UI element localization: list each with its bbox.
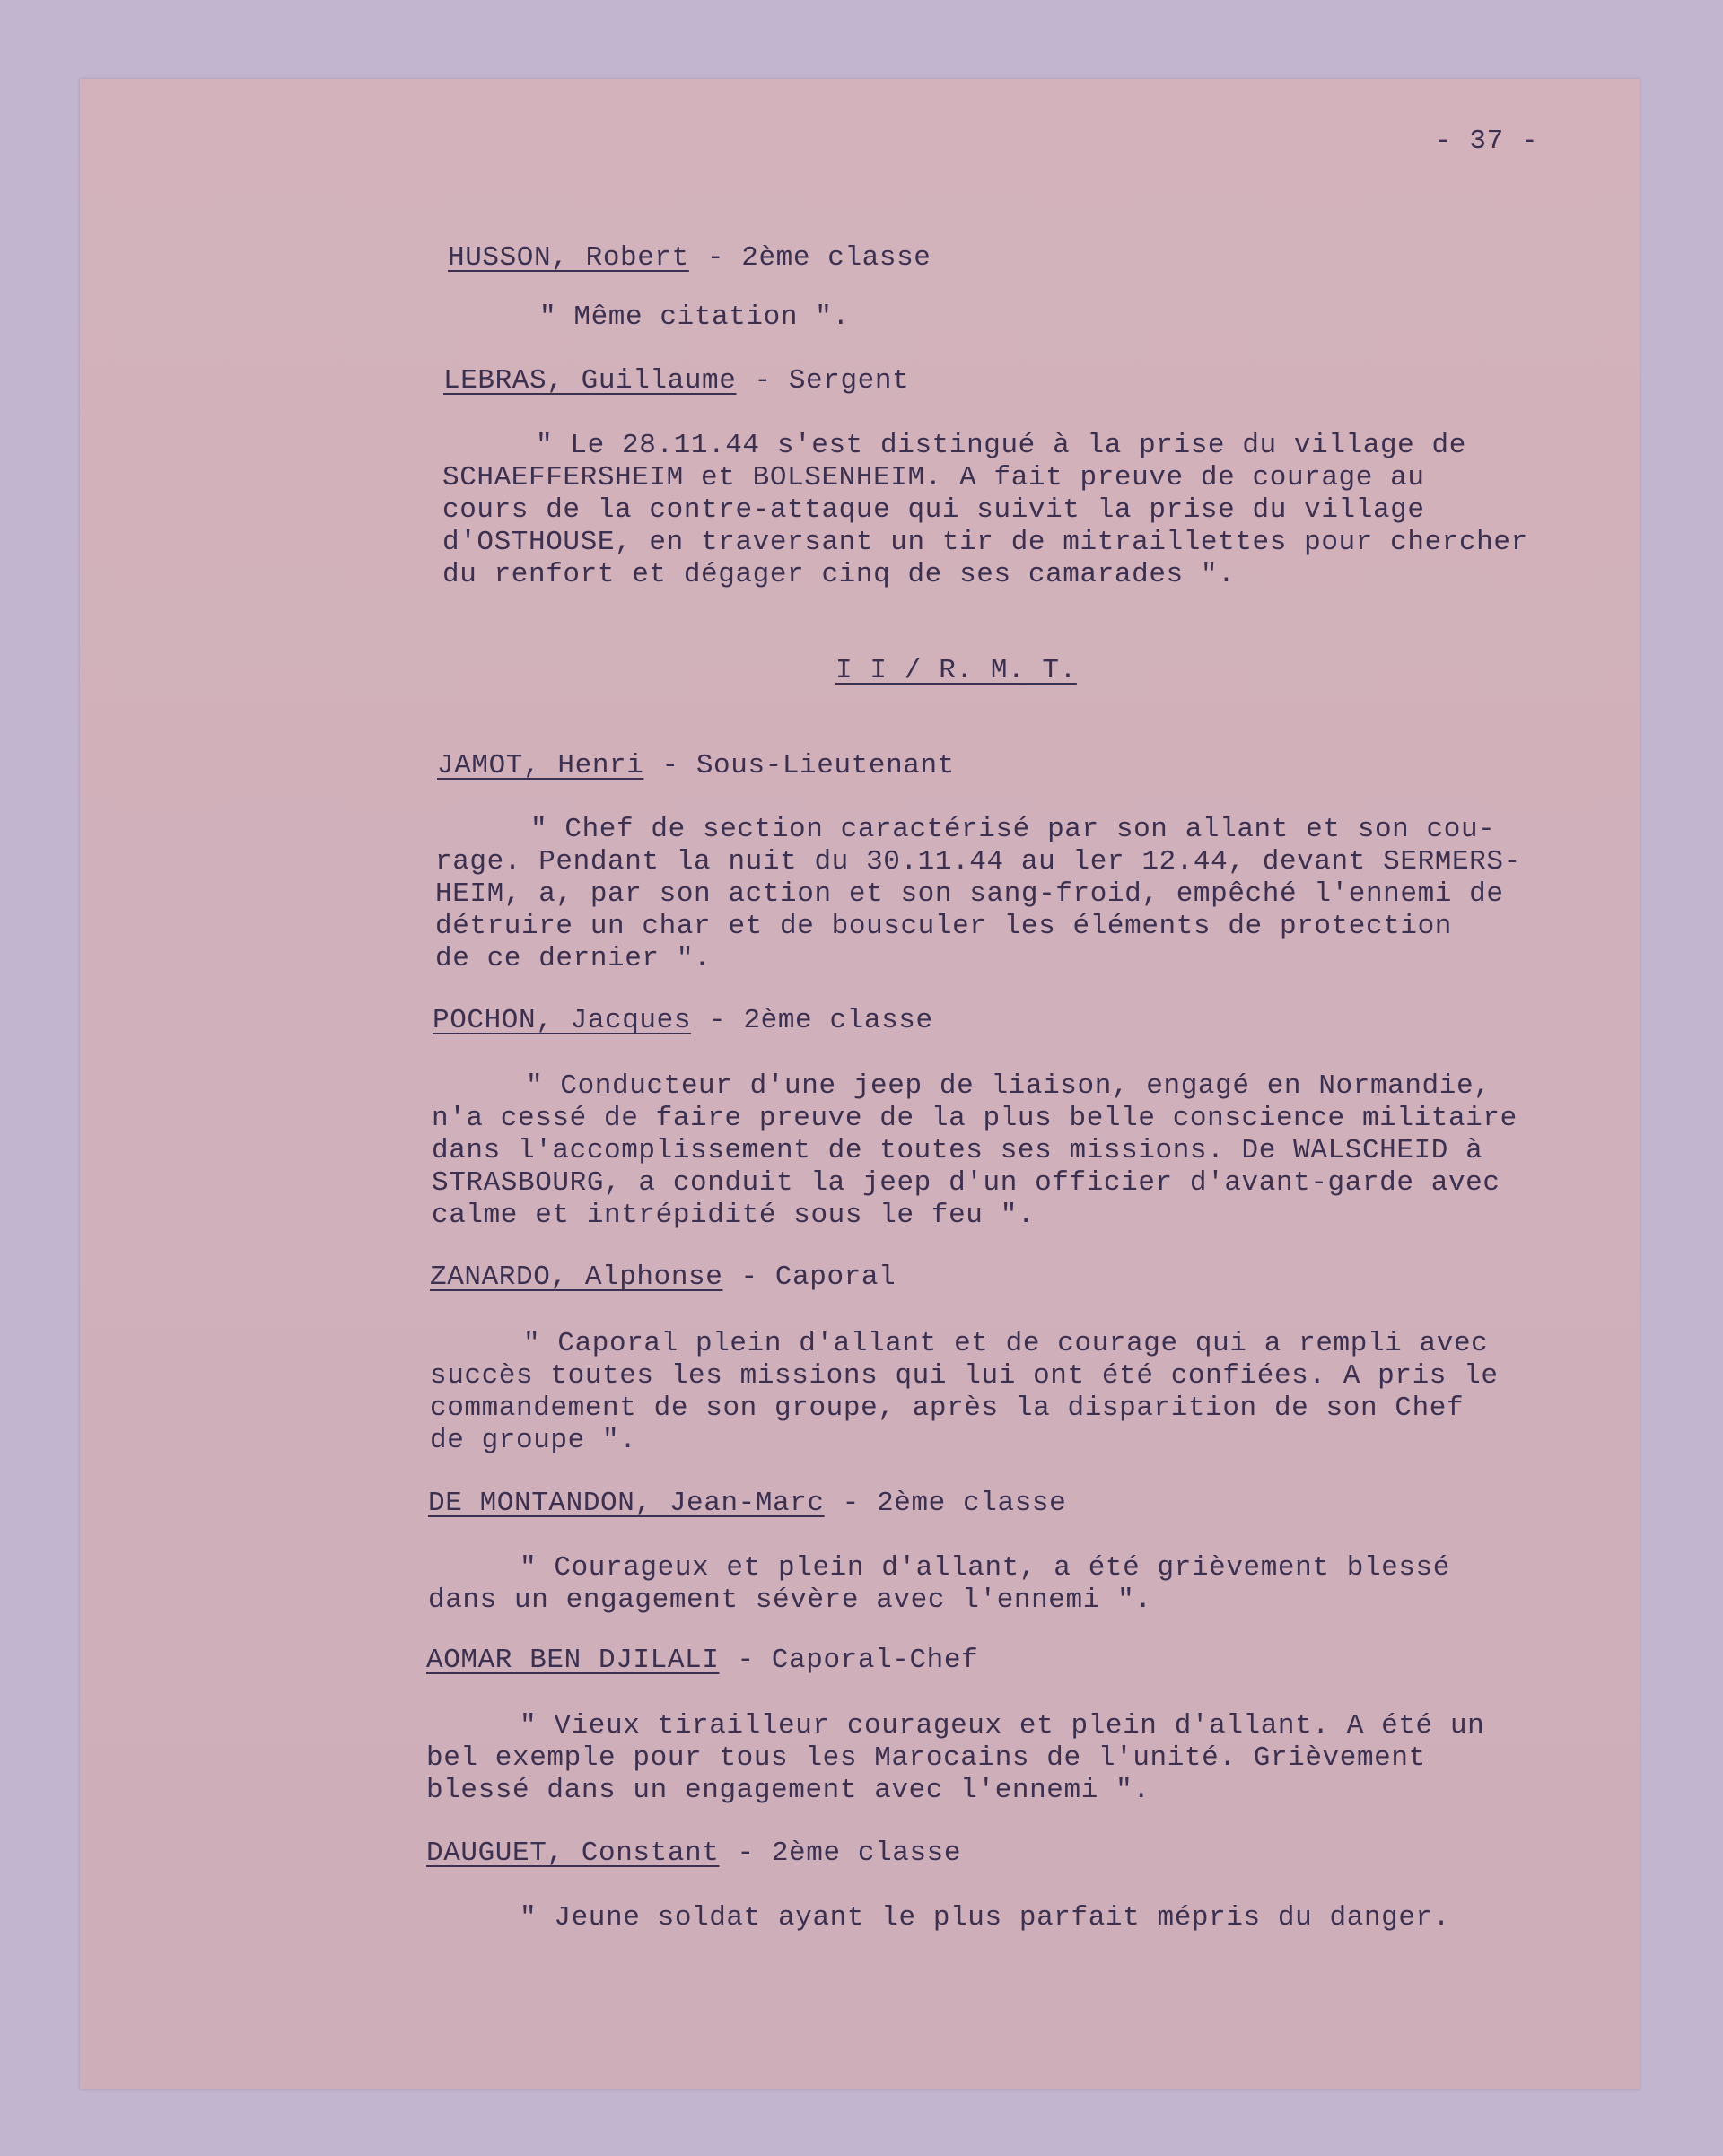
entry-rank: - Sergent — [754, 365, 910, 397]
citation-line: de groupe ". — [430, 1425, 637, 1456]
entry-heading — [426, 1837, 961, 1870]
entry-heading — [448, 242, 931, 275]
citation-line: d'OSTHOUSE, en traversant un tir de mitraillettes pour chercher — [442, 527, 1528, 558]
entry-heading — [430, 1261, 896, 1294]
citation-line: " Jeune soldat ayant le plus parfait mépris du danger. — [520, 1902, 1450, 1933]
citation-line: " Conducteur d'une jeep de liaison, engagé en Normandie, — [526, 1070, 1491, 1102]
entry-heading — [437, 750, 955, 782]
entry-name: AOMAR BEN DJILALI — [426, 1645, 720, 1676]
citation-line: détruire un char et de bousculer les éléments de protection — [435, 911, 1452, 942]
entry-heading — [428, 1488, 1066, 1520]
citation-line: calme et intrépidité sous le feu ". — [432, 1200, 1036, 1231]
citation-line: cours de la contre-attaque qui suivit la prise du village — [442, 494, 1425, 526]
entry-name: DAUGUET, Constant — [426, 1837, 720, 1869]
page-number: - 37 - — [1435, 126, 1539, 157]
citation-line: rage. Pendant la nuit du 30.11.44 au ler 12.44, devant SERMERS- — [435, 846, 1521, 877]
entry-name: HUSSON, Robert — [448, 242, 689, 274]
entry-rank: - Caporal-Chef — [737, 1645, 979, 1676]
entry-rank: - Sous-Lieutenant — [661, 750, 955, 781]
citation-line: " Chef de section caractérisé par son allant et son cou- — [530, 814, 1496, 845]
citation-line: bel exemple pour tous les Marocains de l'unité. Grièvement — [426, 1742, 1426, 1774]
entry-rank: - 2ème classe — [737, 1837, 962, 1869]
citation-line: du renfort et dégager cinq de ses camarades ". — [442, 559, 1236, 590]
entry-name: POCHON, Jacques — [433, 1005, 692, 1036]
citation-line: SCHAEFFERSHEIM et BOLSENHEIM. A fait preuve de courage au — [442, 462, 1425, 493]
citation-line: de ce dernier ". — [435, 943, 712, 974]
section-heading: I I / R. M. T. — [835, 655, 1077, 686]
citation-line: dans un engagement sévère avec l'ennemi ". — [428, 1584, 1152, 1616]
entry-rank: - 2ème classe — [842, 1488, 1067, 1519]
citation-line: " Vieux tirailleur courageux et plein d'allant. A été un — [520, 1710, 1485, 1741]
entry-rank: - Caporal — [740, 1261, 896, 1293]
entry-heading — [426, 1645, 978, 1677]
citation-line: succès toutes les missions qui lui ont été confiées. A pris le — [430, 1360, 1499, 1392]
entry-name: ZANARDO, Alphonse — [430, 1261, 723, 1293]
citation-line: blessé dans un engagement avec l'ennemi ". — [426, 1775, 1150, 1806]
citation-line: " Même citation ". — [539, 301, 850, 333]
entry-heading — [443, 365, 909, 397]
citation-line: HEIM, a, par son action et son sang-froid, empêché l'ennemi de — [435, 878, 1504, 910]
citation-line: STRASBOURG, a conduit la jeep d'un officier d'avant-garde avec — [432, 1167, 1500, 1199]
citation-line: n'a cessé de faire preuve de la plus belle conscience militaire — [432, 1103, 1517, 1134]
entry-name: JAMOT, Henri — [437, 750, 644, 781]
citation-line: commandement de son groupe, après la disparition de son Chef — [430, 1392, 1465, 1424]
citation-line: " Caporal plein d'allant et de courage qui a rempli avec — [523, 1328, 1489, 1359]
citation-line: dans l'accomplissement de toutes ses missions. De WALSCHEID à — [432, 1135, 1483, 1166]
paper-sheet — [80, 79, 1640, 2089]
citation-line: " Courageux et plein d'allant, a été grièvement blessé — [520, 1552, 1450, 1584]
entry-rank: - 2ème classe — [706, 242, 931, 274]
entry-name: LEBRAS, Guillaume — [443, 365, 737, 397]
entry-heading — [433, 1005, 933, 1037]
citation-line: " Le 28.11.44 s'est distingué à la prise du village de — [536, 430, 1466, 461]
entry-name: DE MONTANDON, Jean-Marc — [428, 1488, 825, 1519]
entry-rank: - 2ème classe — [709, 1005, 933, 1036]
